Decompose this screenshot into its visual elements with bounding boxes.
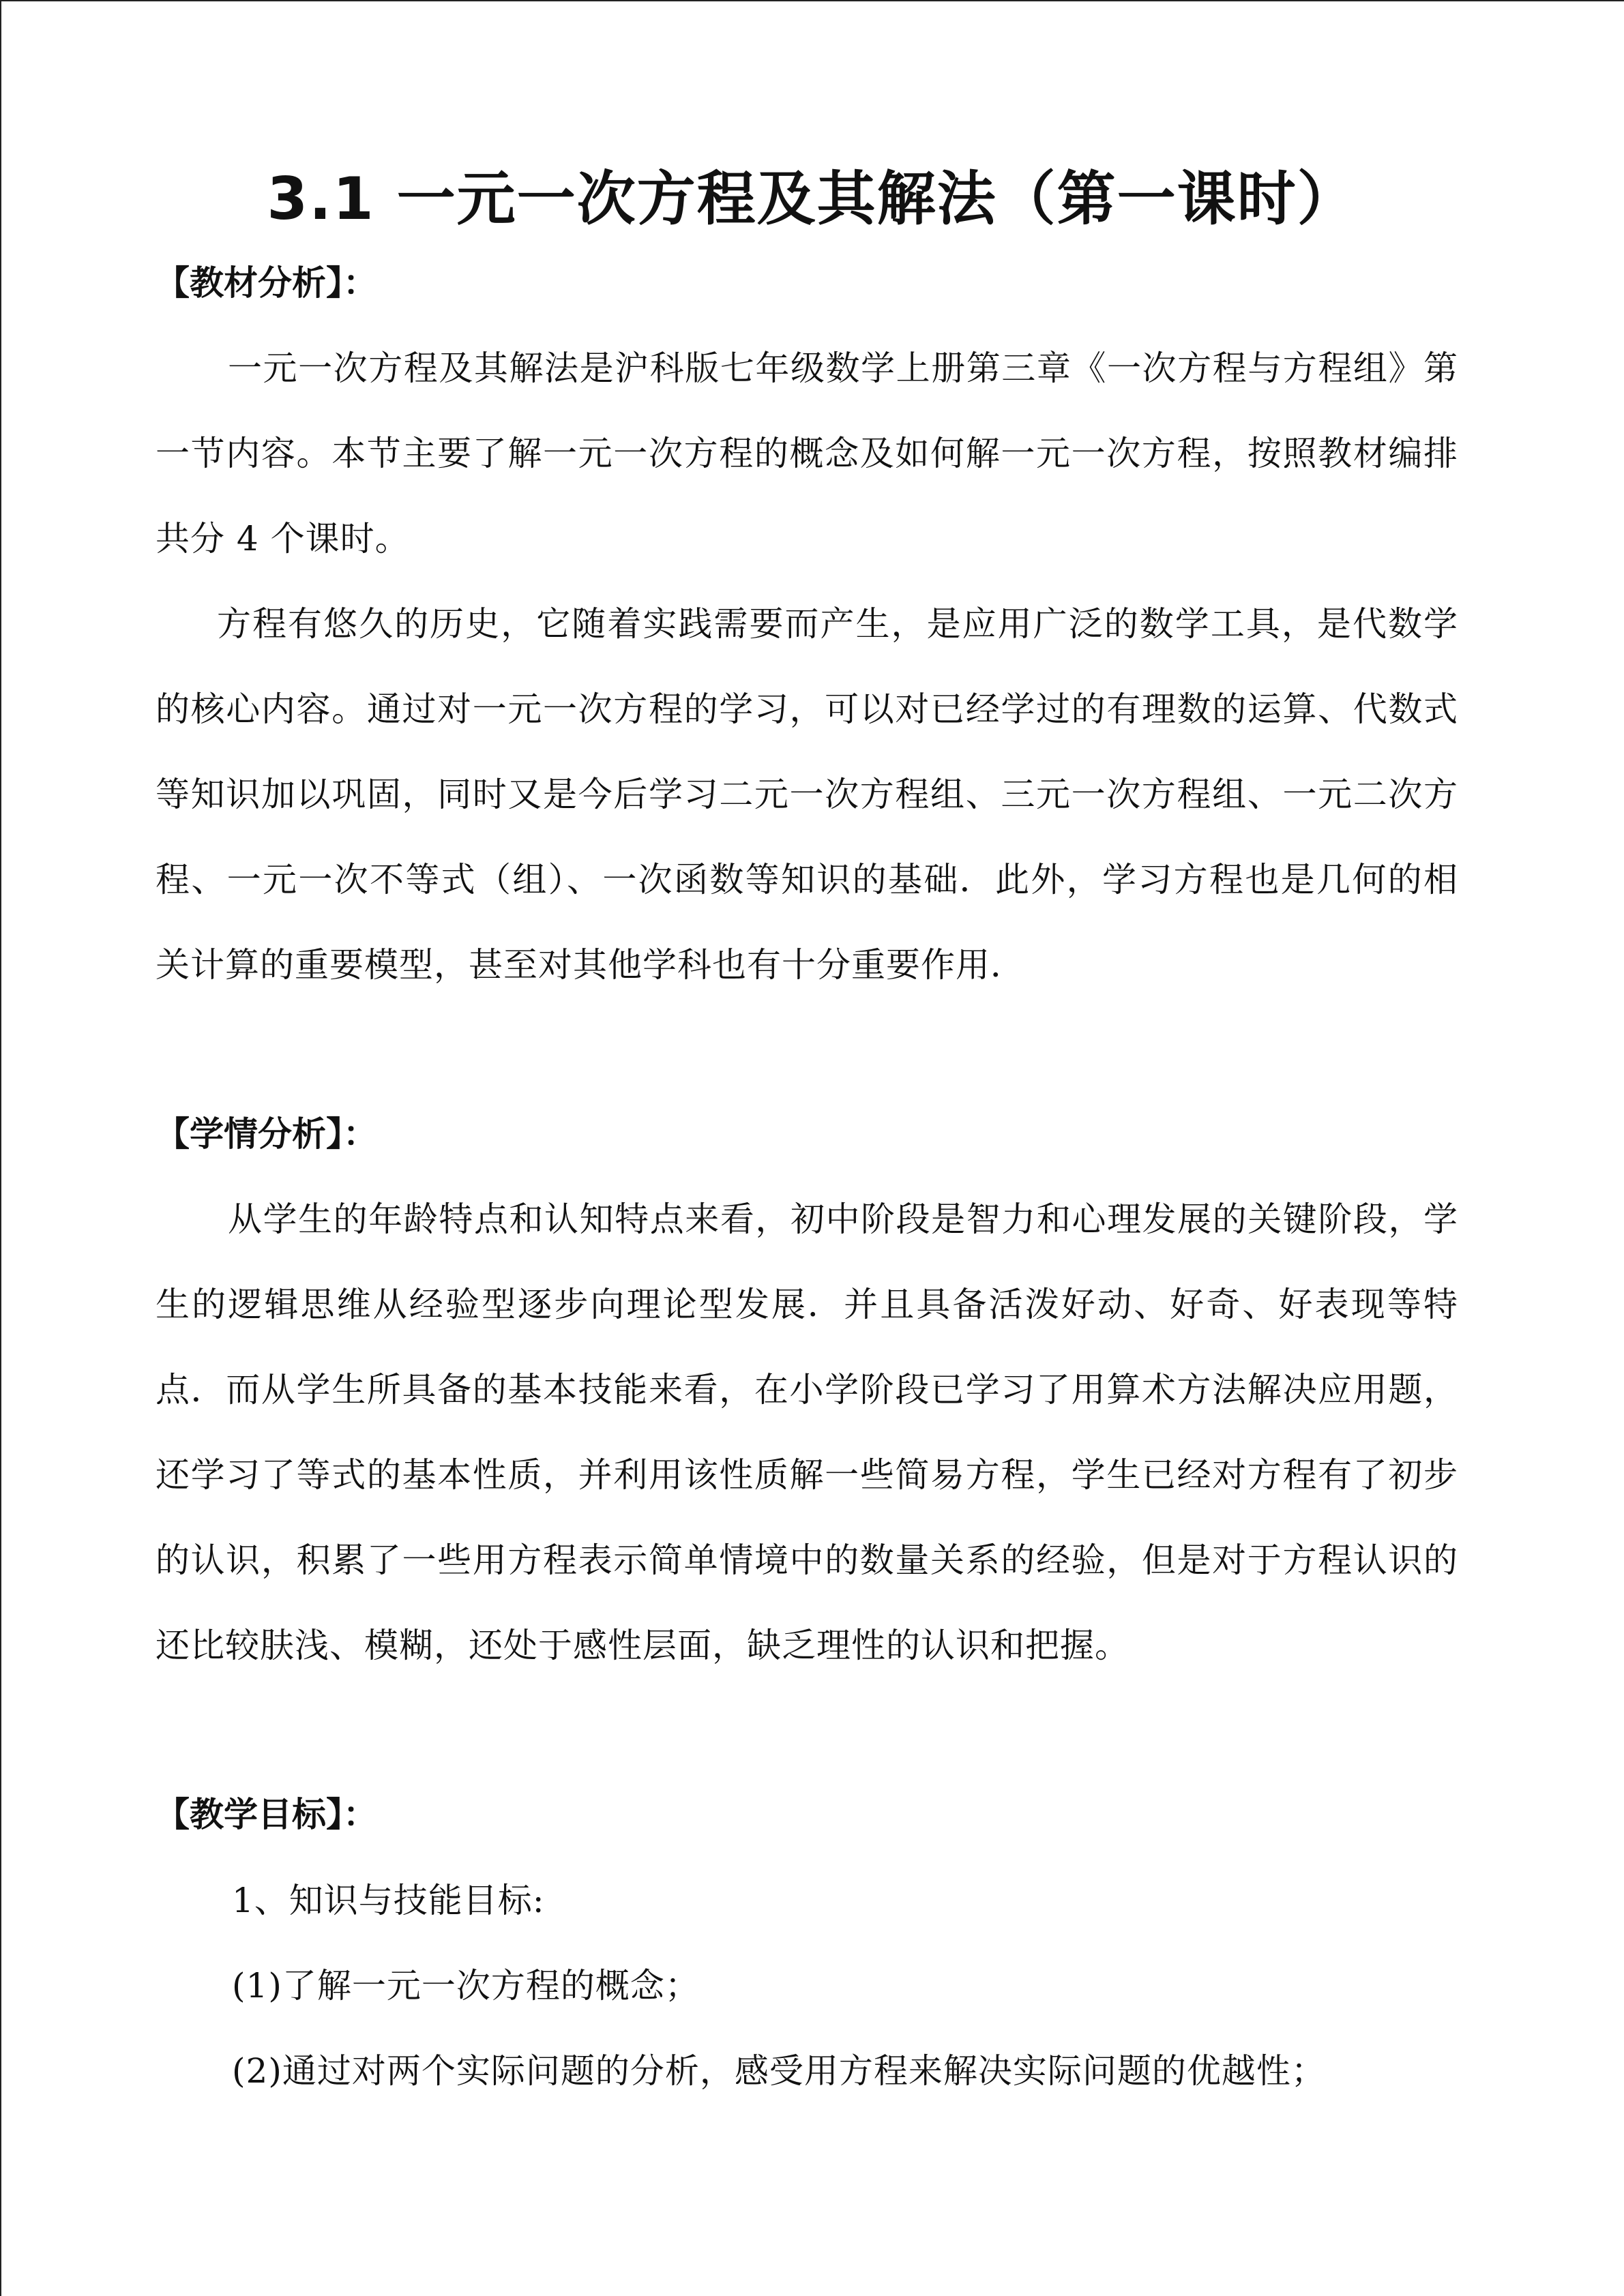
section-heading-teaching-goals: 【教学目标】： [156,1795,377,1834]
goal-line-2: (2)通过对两个实际问题的分析，感受用方程来解决实际问题的优越性； [232,2051,1326,2091]
goal-line-knowledge-skills: 1、知识与技能目标: [232,1881,545,1920]
paragraph-equation-history: 方程有悠久的历史，它随着实践需要而产生，是应用广泛的数学工具，是代数学的核心内容。通过对一元一次方程的学习，可以对已经学过的有理数的运算、代数式等知识加以巩固，同时又是今后学习二元一次方程组、三元一次方程组、一元二次方程、一元一次不等式（组）、一次函数等知识的基础．此外，学习方程也是几何的相关计算的重要模型，甚至对其他学科也有十分重要作用． [156,604,1458,985]
paragraph-textbook-intro: 一元一次方程及其解法是沪科版七年级数学上册第三章《一次方程与方程组》第一节内容。本节主要了解一元一次方程的概念及如何解一元一次方程，按照教材编排共分 4 个课时。 [156,348,1458,558]
section-heading-textbook-analysis: 【教材分析】： [156,263,377,303]
paragraph-learner-analysis: 从学生的年龄特点和认知特点来看，初中阶段是智力和心理发展的关键阶段，学生的逻辑思维从经验型逐步向理论型发展．并且具备活泼好动、好奇、好表现等特点．而从学生所具备的基本技能来看，在小学阶段已学习了用算术方法解决应用题，还学习了等式的基本性质，并利用该性质解一些简易方程，学生已经对方程有了初步的认识，积累了一些用方程表示简单情境中的数量关系的经验，但是对于方程认识的还比较肤浅、模糊，还处于感性层面，缺乏理性的认识和把握。 [156,1199,1458,1665]
goal-line-1: (1)了解一元一次方程的概念； [232,1966,700,2006]
section-heading-learner-analysis: 【学情分析】： [156,1114,377,1154]
document-title: 3.1 一元一次方程及其解法（第一课时） [267,165,1357,233]
